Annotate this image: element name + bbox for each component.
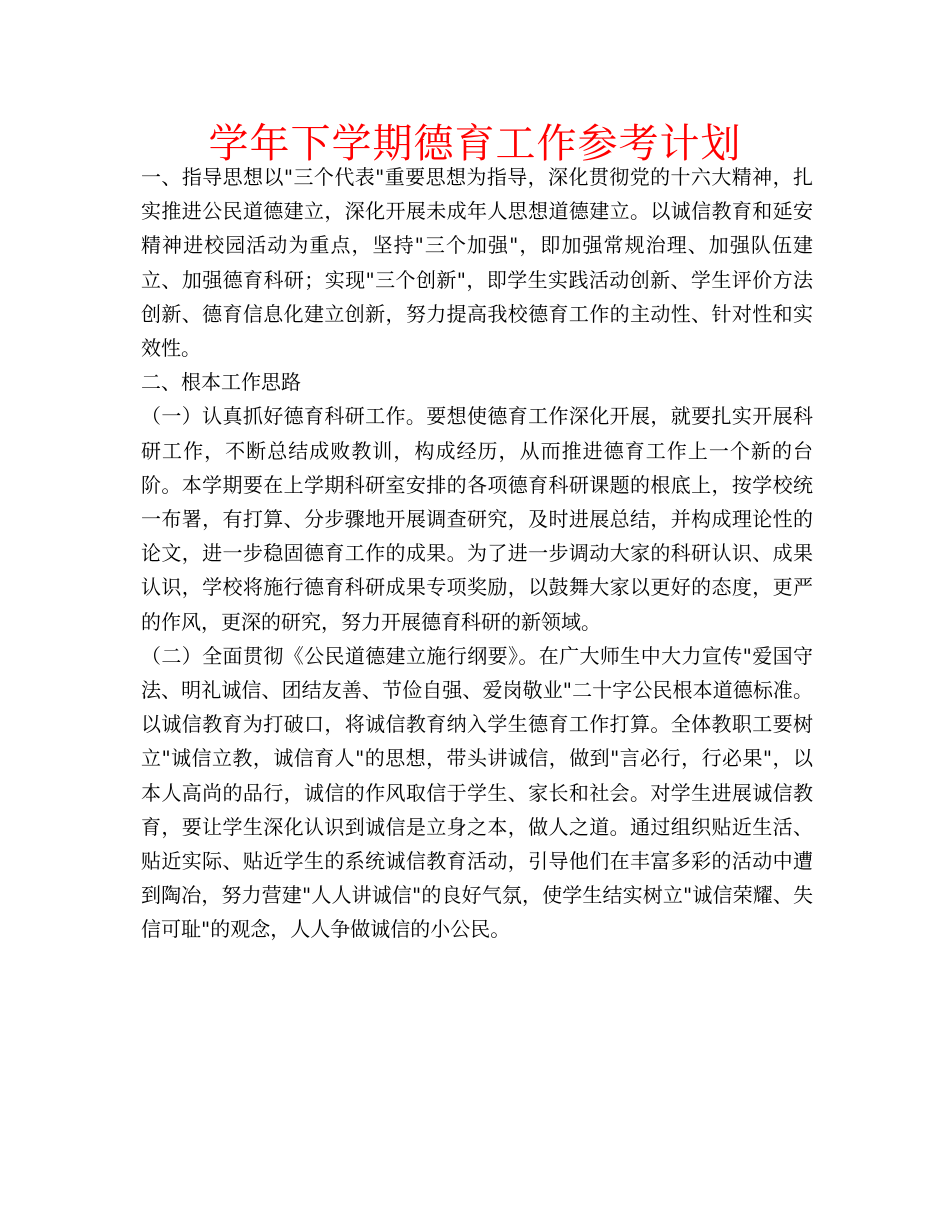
document-body xyxy=(141,160,813,947)
paragraph-guiding-ideology: 一、指导思想以"三个代表"重要思想为指导，深化贯彻党的十六大精神，扎实推进公民道德建立，深化开展未成年人思想道德建立。以诚信教育和延安精神进校园活动为重点，坚持"三个加强"，即加强常规治理、加强队伍建立、加强德育科研；实现"三个创新"，即学生实践活动创新、学生评价方法创新、德育信息化建立创新，努力提高我校德育工作的主动性、针对性和实效性。 xyxy=(141,165,813,361)
paragraph-civic-morality: （二）全面贯彻《公民道德建立施行纲要》。在广大师生中大力宣传"爱国守法、明礼诚信、团结友善、节俭自强、爱岗敬业"二十字公民根本道德标准。以诚信教育为打破口，将诚信教育纳入学生德育工作打算。全体教职工要树立"诚信立教，诚信育人"的思想，带头讲诚信，做到"言必行，行必果"，以本人高尚的品行，诚信的作风取信于学生、家长和社会。对学生进展诚信教育，要让学生深化认识到诚信是立身之本，做人之道。通过组织贴近生活、贴近实际、贴近学生的系统诚信教育活动，引导他们在丰富多彩的活动中遭到陶冶，努力营建"人人讲诚信"的良好气氛，使学生结实树立"诚信荣耀、失信可耻"的观念，人人争做诚信的小公民。 xyxy=(141,643,813,942)
paragraph-moral-research: （一）认真抓好德育科研工作。要想使德育工作深化开展，就要扎实开展科研工作，不断总结成败教训，构成经历，从而推进德育工作上一个新的台阶。本学期要在上学期科研室安排的各项德育科研课题的根底上，按学校统一布署，有打算、分步骤地开展调查研究，及时进展总结，并构成理论性的论文，进一步稳固德育工作的成果。为了进一步调动大家的科研认识、成果认识，学校将施行德育科研成果专项奖励，以鼓舞大家以更好的态度，更严的作风，更深的研究，努力开展德育科研的新领域。 xyxy=(141,404,813,634)
document-title: 学年下学期德育工作参考计划 xyxy=(208,121,742,167)
paragraph-section-heading: 二、根本工作思路 xyxy=(141,370,301,395)
